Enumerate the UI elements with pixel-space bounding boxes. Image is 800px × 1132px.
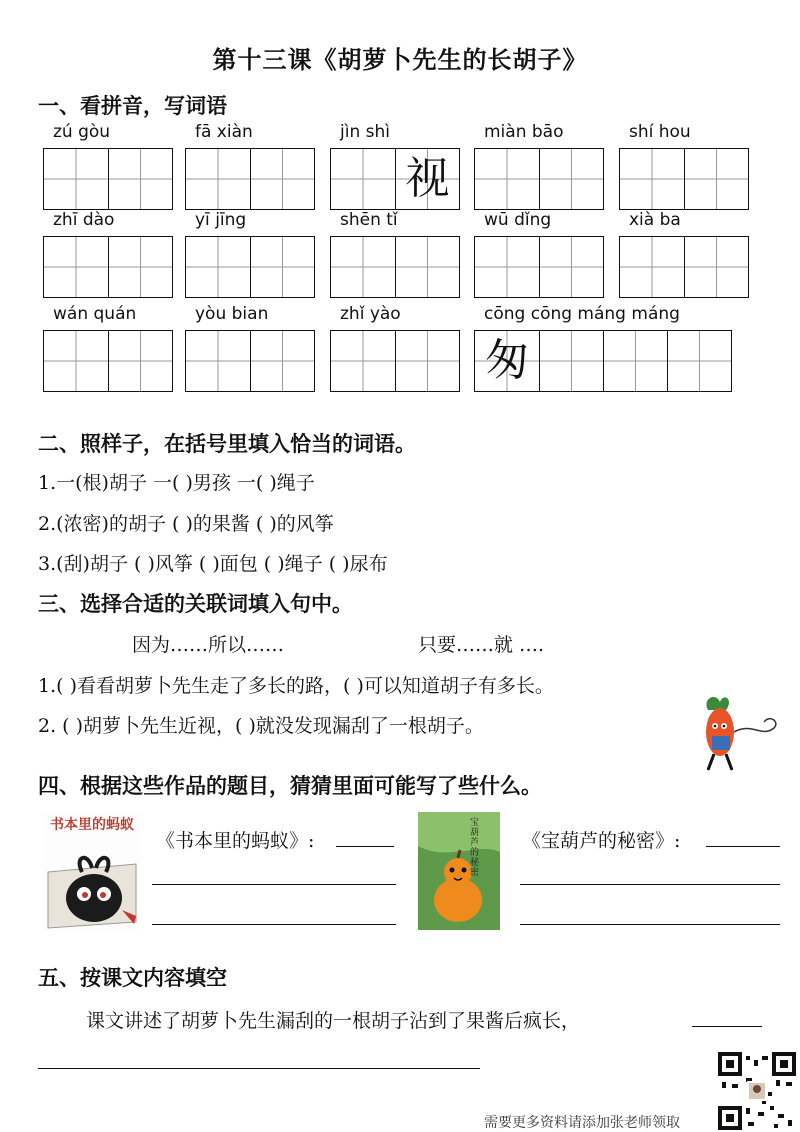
pinyin-label: zú gòu: [53, 122, 111, 142]
character-grid: [43, 236, 173, 298]
character-cell[interactable]: [186, 149, 250, 209]
character-cell[interactable]: [331, 149, 395, 209]
section2-heading: 二、照样子，在括号里填入恰当的词语。: [38, 431, 416, 456]
footer-note: 需要更多资料请添加张老师领取: [484, 1115, 680, 1131]
book1-cover-text: 书本里的蚂蚁: [50, 817, 134, 833]
pinyin-label: miàn bāo: [484, 122, 564, 142]
pinyin-label: jìn shì: [340, 122, 390, 142]
pinyin-label: shí hou: [629, 122, 691, 142]
sec2-line-2: 2.(浓密)的胡子 ( )的果酱 ( )的风筝: [38, 513, 334, 535]
character-cell[interactable]: [44, 149, 108, 209]
conjunction-option-2: 只要……就 ….: [418, 634, 545, 656]
book2-answer-blank-1[interactable]: [706, 846, 780, 847]
qr-code-icon: [718, 1052, 796, 1130]
sec3-line-1: 1.( )看看胡萝卜先生走了多长的路，( )可以知道胡子有多长。: [38, 675, 554, 697]
character-grid: [330, 330, 460, 392]
character-cell[interactable]: [44, 331, 108, 391]
book2-title: 《宝葫芦的秘密》:: [522, 830, 681, 852]
character-cell[interactable]: [108, 149, 172, 209]
character-grid: [330, 148, 460, 210]
character-grid: [474, 148, 604, 210]
book1-answer-blank-1[interactable]: [336, 846, 394, 847]
character-cell[interactable]: [186, 237, 250, 297]
book2-answer-blank-3[interactable]: [520, 924, 780, 925]
character-cell[interactable]: [186, 331, 250, 391]
character-cell[interactable]: 视: [395, 149, 459, 209]
character-cell[interactable]: [684, 149, 748, 209]
character-grid: [474, 330, 732, 392]
character-cell[interactable]: [395, 237, 459, 297]
character-cell[interactable]: 匆: [475, 331, 539, 391]
character-cell[interactable]: [250, 149, 314, 209]
book2-answer-blank-2[interactable]: [520, 884, 780, 885]
character-grid: [43, 330, 173, 392]
pinyin-label: xià ba: [629, 210, 681, 230]
section3-heading: 三、选择合适的关联词填入句中。: [38, 591, 353, 616]
book2-cover-text: 宝葫芦的秘密: [470, 818, 480, 878]
pinyin-label: zhī dào: [53, 210, 115, 230]
sec5-answer-blank-2[interactable]: [38, 1068, 480, 1069]
character-cell[interactable]: [44, 237, 108, 297]
character-cell[interactable]: [108, 331, 172, 391]
character-grid: [185, 236, 315, 298]
book1-answer-blank-3[interactable]: [152, 924, 396, 925]
character-cell[interactable]: [331, 331, 395, 391]
section1-heading: 一、看拼音，写词语: [38, 93, 227, 118]
character-cell[interactable]: [620, 149, 684, 209]
pinyin-label: shēn tǐ: [340, 210, 398, 230]
sec2-line-1: 1.一(根)胡子 一( )男孩 一( )绳子: [38, 472, 315, 494]
section5-heading: 五、按课文内容填空: [38, 965, 227, 990]
character-cell[interactable]: [539, 149, 603, 209]
sec5-answer-blank-1[interactable]: [692, 1026, 762, 1027]
character-cell[interactable]: [667, 331, 731, 391]
character-grid: [185, 148, 315, 210]
book1-answer-blank-2[interactable]: [152, 884, 396, 885]
book1-title: 《书本里的蚂蚁》:: [156, 830, 315, 852]
pinyin-label: yī jīng: [195, 210, 247, 230]
character-grid: [43, 148, 173, 210]
sec2-line-3: 3.(刮)胡子 ( )风筝 ( )面包 ( )绳子 ( )尿布: [38, 553, 388, 575]
character-grid: [330, 236, 460, 298]
page-title: 第十三课《胡萝卜先生的长胡子》: [212, 45, 588, 74]
character-cell[interactable]: [395, 331, 459, 391]
character-cell[interactable]: [108, 237, 172, 297]
character-grid: [474, 236, 604, 298]
conjunction-option-1: 因为……所以……: [132, 634, 285, 656]
character-cell[interactable]: [603, 331, 667, 391]
character-cell[interactable]: [250, 237, 314, 297]
character-cell[interactable]: [331, 237, 395, 297]
character-cell[interactable]: [475, 237, 539, 297]
pinyin-label: zhǐ yào: [340, 304, 401, 324]
pinyin-label: fā xiàn: [195, 122, 253, 142]
pinyin-label: cōng cōng máng máng: [484, 304, 680, 324]
pinyin-label: wū dǐng: [484, 210, 552, 230]
character-grid: [619, 236, 749, 298]
pinyin-label: wán quán: [53, 304, 137, 324]
carrot-mascot-illustration: [700, 692, 780, 774]
book-cover-gourd-image: [418, 812, 500, 930]
character-cell[interactable]: [539, 237, 603, 297]
section4-heading: 四、根据这些作品的题目，猜猜里面可能写了些什么。: [38, 773, 542, 798]
character-cell[interactable]: [250, 331, 314, 391]
sec3-line-2: 2. ( )胡萝卜先生近视，( )就没发现漏刮了一根胡子。: [38, 715, 484, 737]
pinyin-label: yòu bian: [195, 304, 269, 324]
character-grid: [619, 148, 749, 210]
character-cell[interactable]: [539, 331, 603, 391]
character-cell[interactable]: [475, 149, 539, 209]
sec5-text: 课文讲述了胡萝卜先生漏刮的一根胡子沾到了果酱后疯长，: [86, 1010, 581, 1032]
character-cell[interactable]: [684, 237, 748, 297]
character-grid: [185, 330, 315, 392]
character-cell[interactable]: [620, 237, 684, 297]
